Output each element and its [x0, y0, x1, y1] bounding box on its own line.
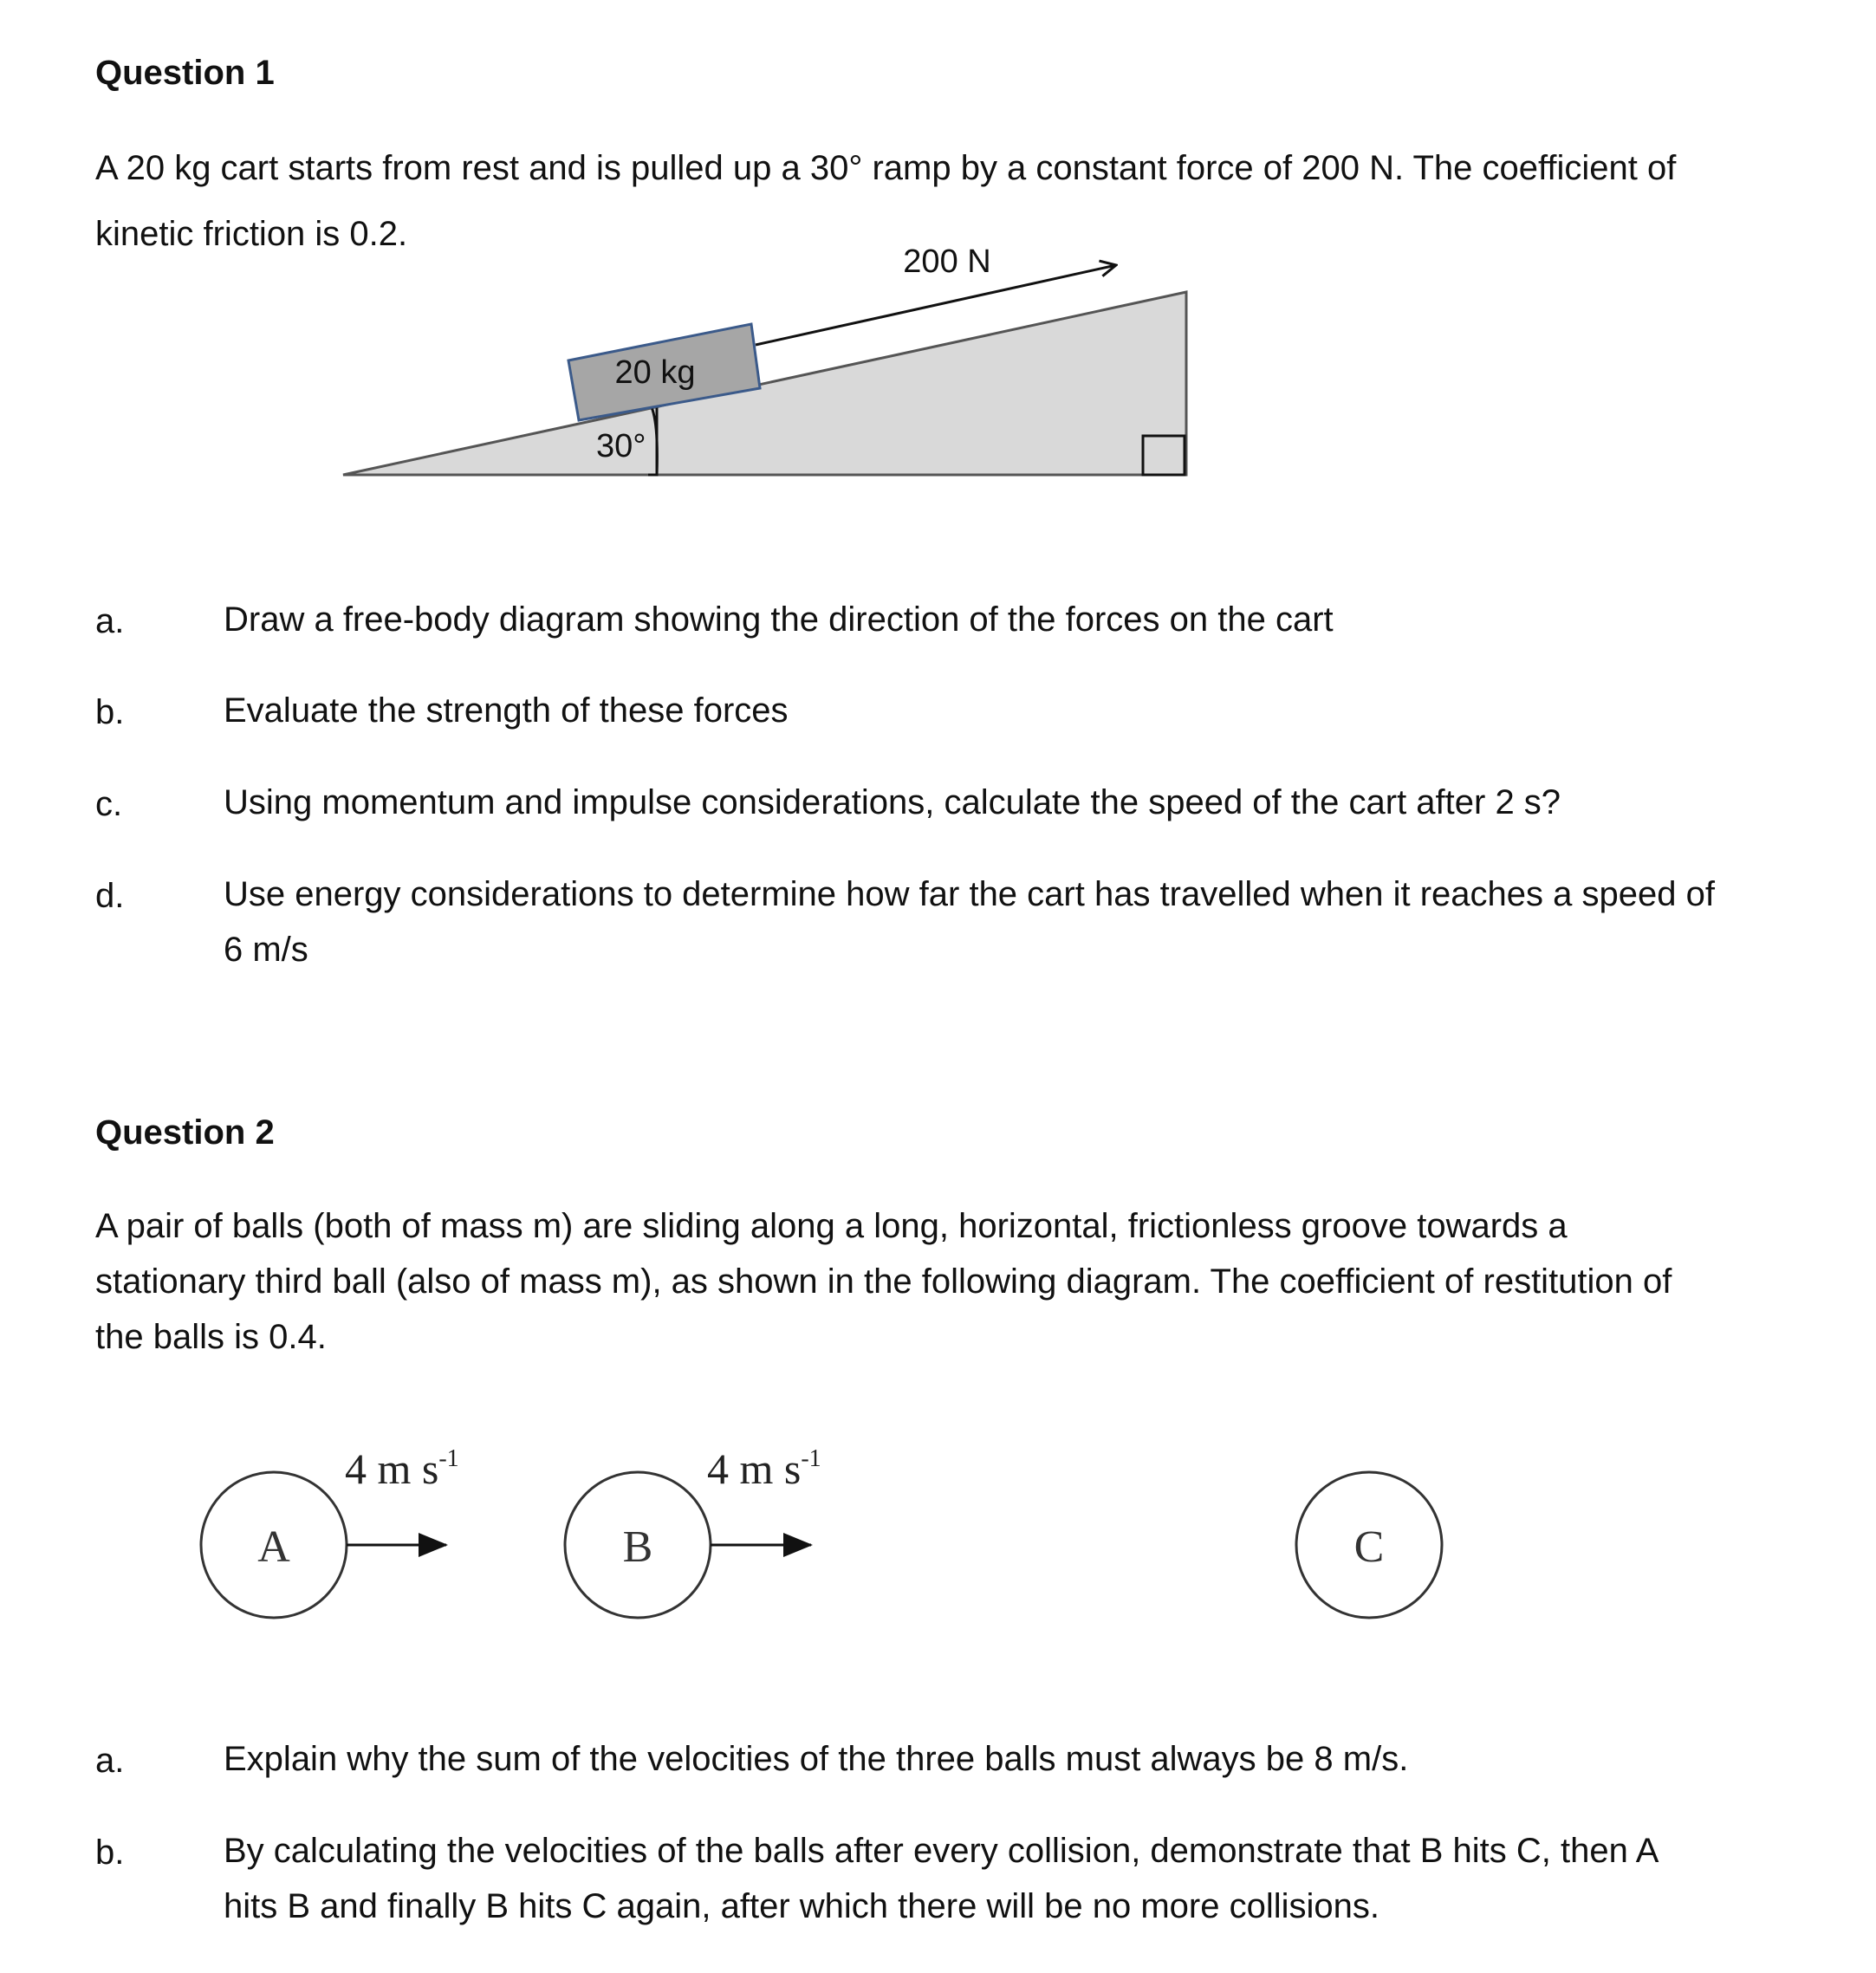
q2-part-a-letter: a.	[95, 1742, 125, 1780]
question-2-heading: Question 2	[95, 1113, 275, 1152]
ball-a-label: A	[257, 1522, 290, 1572]
q2-part-b-letter: b.	[95, 1833, 125, 1872]
q2-part-b-text-line-2: hits B and finally B hits C again, after which there will be no more collisions.	[224, 1887, 1379, 1925]
ball-b-speed: 4 m $s^{-1}$	[707, 1444, 821, 1493]
q2-part-a-text: Explain why the sum of the velocities of the three balls must always be 8 m/s.	[224, 1740, 1409, 1778]
ramp-triangle	[343, 292, 1186, 475]
question-1-intro-line-2: kinetic friction is 0.2.	[95, 215, 408, 253]
question-1-intro-line-1: A 20 kg cart starts from rest and is pulled up a 30° ramp by a constant force of 200 N. The coefficient of	[95, 149, 1677, 187]
q1-part-c-letter: c.	[95, 785, 123, 823]
q2-part-b-text-line-1: By calculating the velocities of the balls after every collision, demonstrate that B hits C, then A	[224, 1832, 1659, 1870]
balls-diagram	[191, 1438, 1464, 1638]
ball-c	[1296, 1472, 1442, 1618]
q1-part-d-text-line-2: 6 m/s	[224, 931, 308, 969]
q1-part-a-text: Draw a free-body diagram showing the direction of the forces on the cart	[224, 600, 1334, 639]
question-1-heading: Question 1	[95, 54, 275, 92]
q1-part-d-letter: d.	[95, 877, 125, 915]
ball-b-label: B	[622, 1522, 653, 1572]
angle-label: 30°	[596, 428, 646, 464]
ball-a	[201, 1472, 347, 1618]
force-label: 200 N	[903, 243, 991, 280]
question-2-intro-line-1: A pair of balls (both of mass m) are sliding along a long, horizontal, frictionless groove towards a	[95, 1207, 1568, 1245]
question-2-intro-line-2: stationary third ball (also of mass m), as shown in the following diagram. The coefficient of restitution of	[95, 1262, 1672, 1301]
q1-part-b-text: Evaluate the strength of these forces	[224, 691, 789, 730]
ball-a-speed: 4 m $s^{-1}$	[345, 1444, 459, 1493]
q1-part-b-letter: b.	[95, 693, 125, 731]
q1-part-a-letter: a.	[95, 602, 125, 640]
q1-part-c-text: Using momentum and impulse considerations, calculate the speed of the cart after 2 s?	[224, 783, 1561, 821]
cart-mass-label: 20 kg	[614, 354, 696, 391]
ball-c-label: C	[1353, 1522, 1385, 1572]
q1-part-d-text-line-1: Use energy considerations to determine how far the cart has travelled when it reaches a speed of	[224, 875, 1715, 913]
ball-b	[565, 1472, 711, 1618]
question-2-intro-line-3: the balls is 0.4.	[95, 1318, 327, 1356]
ramp-diagram	[329, 243, 1213, 494]
